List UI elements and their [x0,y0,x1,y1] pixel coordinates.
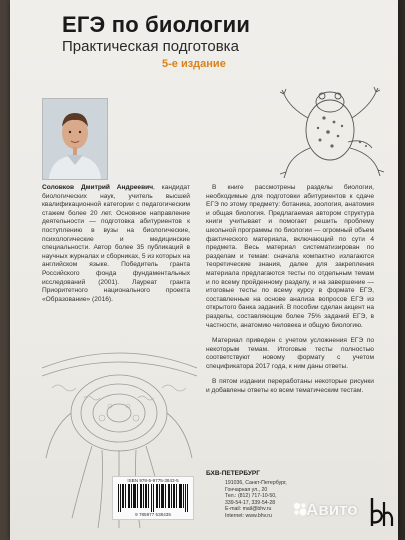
barcode-number: 9 785977 538435 [135,512,171,517]
publisher-address-line: 191036, Санкт-Петербург, [225,480,287,486]
publisher-address-line: Internet: www.bhv.ru [225,512,272,519]
frog-illustration-icon [278,78,388,178]
publisher-address-line: Гончарная ул., 20 [225,486,268,493]
author-bio-text: , кандидат биологических наук, учитель высшей квалификационной категории с педагогическим стажем более 20 лет. Основное направление деятельности — подготовка абитуриентов к поступлению в вузы на биологические, психологические и медицинские специальности. Автор более 35 публикаций в научных журналах и сборниках, 5 из которых на английском языке. Победитель гранта Российского фонда фундаментальных исследований (2001). Лауреат гранта Приоритетного национального проекта «Образование» (2016). [42,184,190,303]
edition-label: 5-е издание [162,58,226,70]
publisher-address-line: E-mail: mail@bhv.ru [225,506,272,513]
barcode-icon [117,484,189,512]
publisher-address [225,480,295,520]
description-paragraph-3: В пятом издании переработаны некоторые рисунки и добавлены ответы ко всем тематическим тестам. [206,378,374,395]
book-title: ЕГЭ по биологии [62,12,251,37]
book-subtitle: Практическая подготовка [62,38,239,55]
book-back-cover [10,0,398,540]
author-portrait-icon [43,99,107,179]
publisher-address-line: Тел.: (812) 717-10-50, [225,493,277,500]
barcode-box [112,476,194,520]
publisher-address-line: 339-54-17, 339-54-28 [225,499,276,506]
avito-watermark: Авито [306,500,358,519]
bhv-logo-icon [366,492,394,532]
isbn-text: ISBN 978-5-9775-3843-5 [127,478,179,483]
author-bio [42,184,190,304]
book-description [206,184,374,403]
description-paragraph-2: Материал приведен с учетом усложнения ЕГЭ по некоторым темам. Итоговые тесты полностью соответствуют новому формату с учетом спецификатора 2017 года, к ним даны ответы. [206,337,374,370]
description-paragraph-1: В книге рассмотрены разделы биологии, необходимые для подготовки абитуриентов к сдаче ЕГЭ по этому предмету: ботаника, зоология, анатомия и общая биология. Предлагаемая автором структура книги учитывает и помогает решить проблему школьной программы по биологии — огромный объем фактического материала, включающий по сути 4 предмета. Весь материал систематизирован по разделам и темам: сначала компактно излагаются теоретические знания, далее для закрепления материала предлагаются тесты по отдельным темам и по всему пройденному разделу, и на завершение — итоговые тесты по всему курсу в формате ЕГЭ, составленные на основе анализа вопросов ЕГЭ из открытого банка заданий. В пособии сделан акцент на разделы, составляющие более 75% заданий ЕГЭ, в частности, анатомию человека и общую биологию. [206,184,374,329]
author-photo [42,98,108,180]
publisher-name: БХВ-ПЕТЕРБУРГ [206,470,260,477]
author-name: Соловков Дмитрий Андреевич [42,184,154,191]
